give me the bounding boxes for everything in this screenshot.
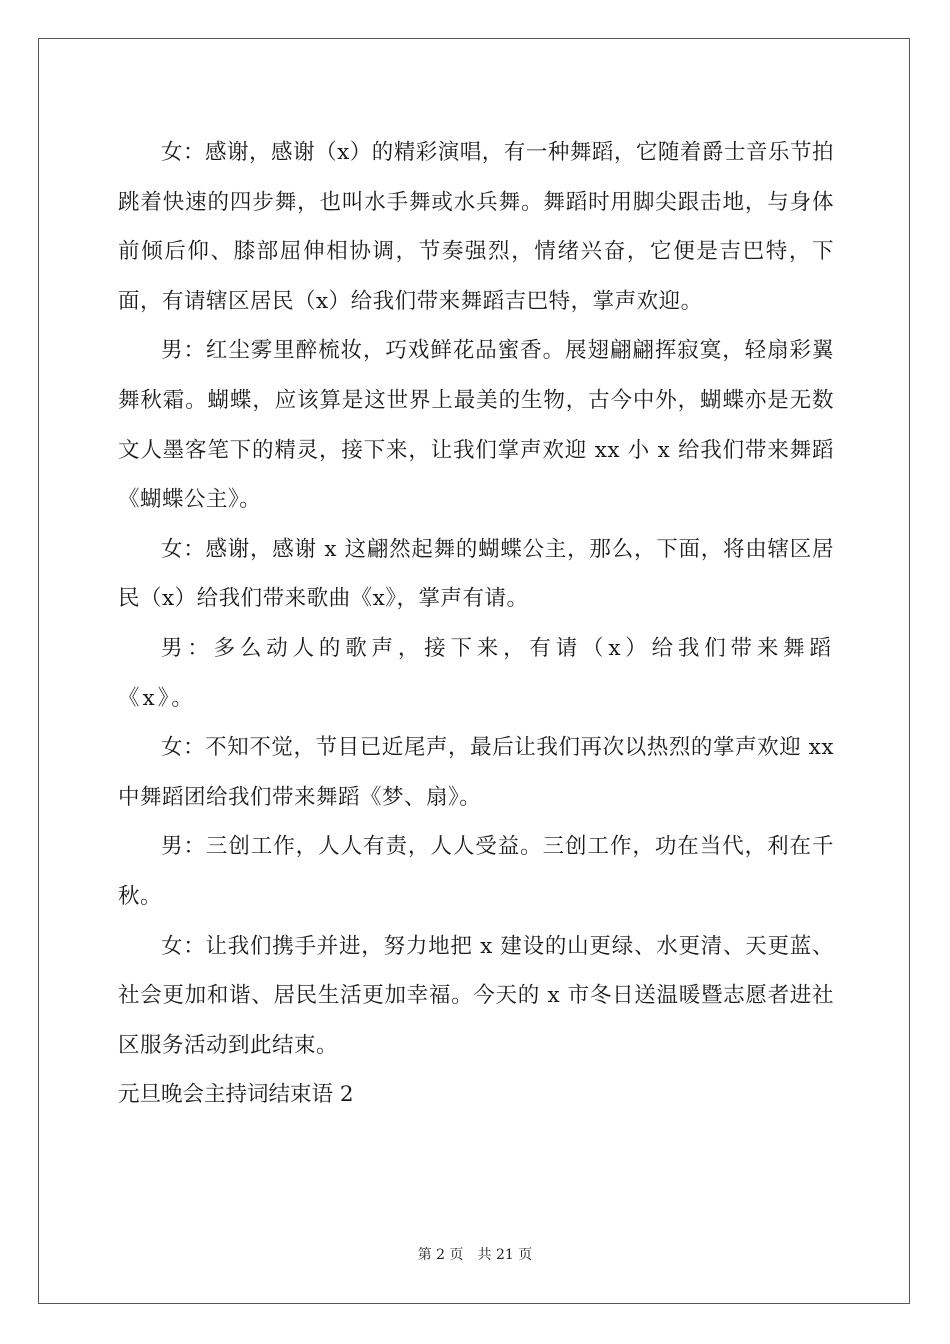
document-body — [118, 128, 834, 1120]
page-number: 第 2 页 — [417, 1247, 464, 1263]
page-total: 共 21 页 — [477, 1247, 533, 1263]
paragraph-4: 男：多么动人的歌声，接下来，有请（x）给我们带来舞蹈《x》。 — [118, 635, 834, 711]
paragraph-6: 男：三创工作，人人有责，人人受益。三创工作，功在当代，利在千秋。 — [118, 834, 834, 909]
page-footer — [0, 1244, 950, 1264]
paragraph-7: 女：让我们携手并进，努力地把 x 建设的山更绿、水更清、天更蓝、社会更加和谐、居民生活更加幸福。今天的 x 市冬日送温暖暨志愿者进社区服务活动到此结束。 — [118, 933, 834, 1058]
paragraph-1: 女：感谢，感谢（x）的精彩演唱，有一种舞蹈，它随着爵士音乐节拍跳着快速的四步舞，也叫水手舞或水兵舞。舞蹈时用脚尖跟击地，与身体前倾后仰、膝部屈伸相协调，节奏强烈，情绪兴奋，它便是吉巴特，下面，有请辖区居民（x）给我们带来舞蹈吉巴特，掌声欢迎。 — [118, 140, 834, 314]
paragraph-3: 女：感谢，感谢 x 这翩然起舞的蝴蝶公主，那么，下面，将由辖区居民（x）给我们带来歌曲《x》，掌声有请。 — [118, 536, 834, 612]
paragraph-5: 女：不知不觉，节目已近尾声，最后让我们再次以热烈的掌声欢迎 xx 中舞蹈团给我们带来舞蹈《梦、扇》。 — [118, 735, 834, 810]
section-heading: 元旦晚会主持词结束语 2 — [118, 1082, 354, 1108]
paragraph-2: 男：红尘雾里醉梳妆，巧戏鲜花品蜜香。展翅翩翩挥寂寞，轻扇彩翼舞秋霜。蝴蝶，应该算是这世界上最美的生物，古今中外，蝴蝶亦是无数文人墨客笔下的精灵，接下来，让我们掌声欢迎 xx 小 x 给我们带来舞蹈《蝴蝶公主》。 — [118, 338, 834, 513]
